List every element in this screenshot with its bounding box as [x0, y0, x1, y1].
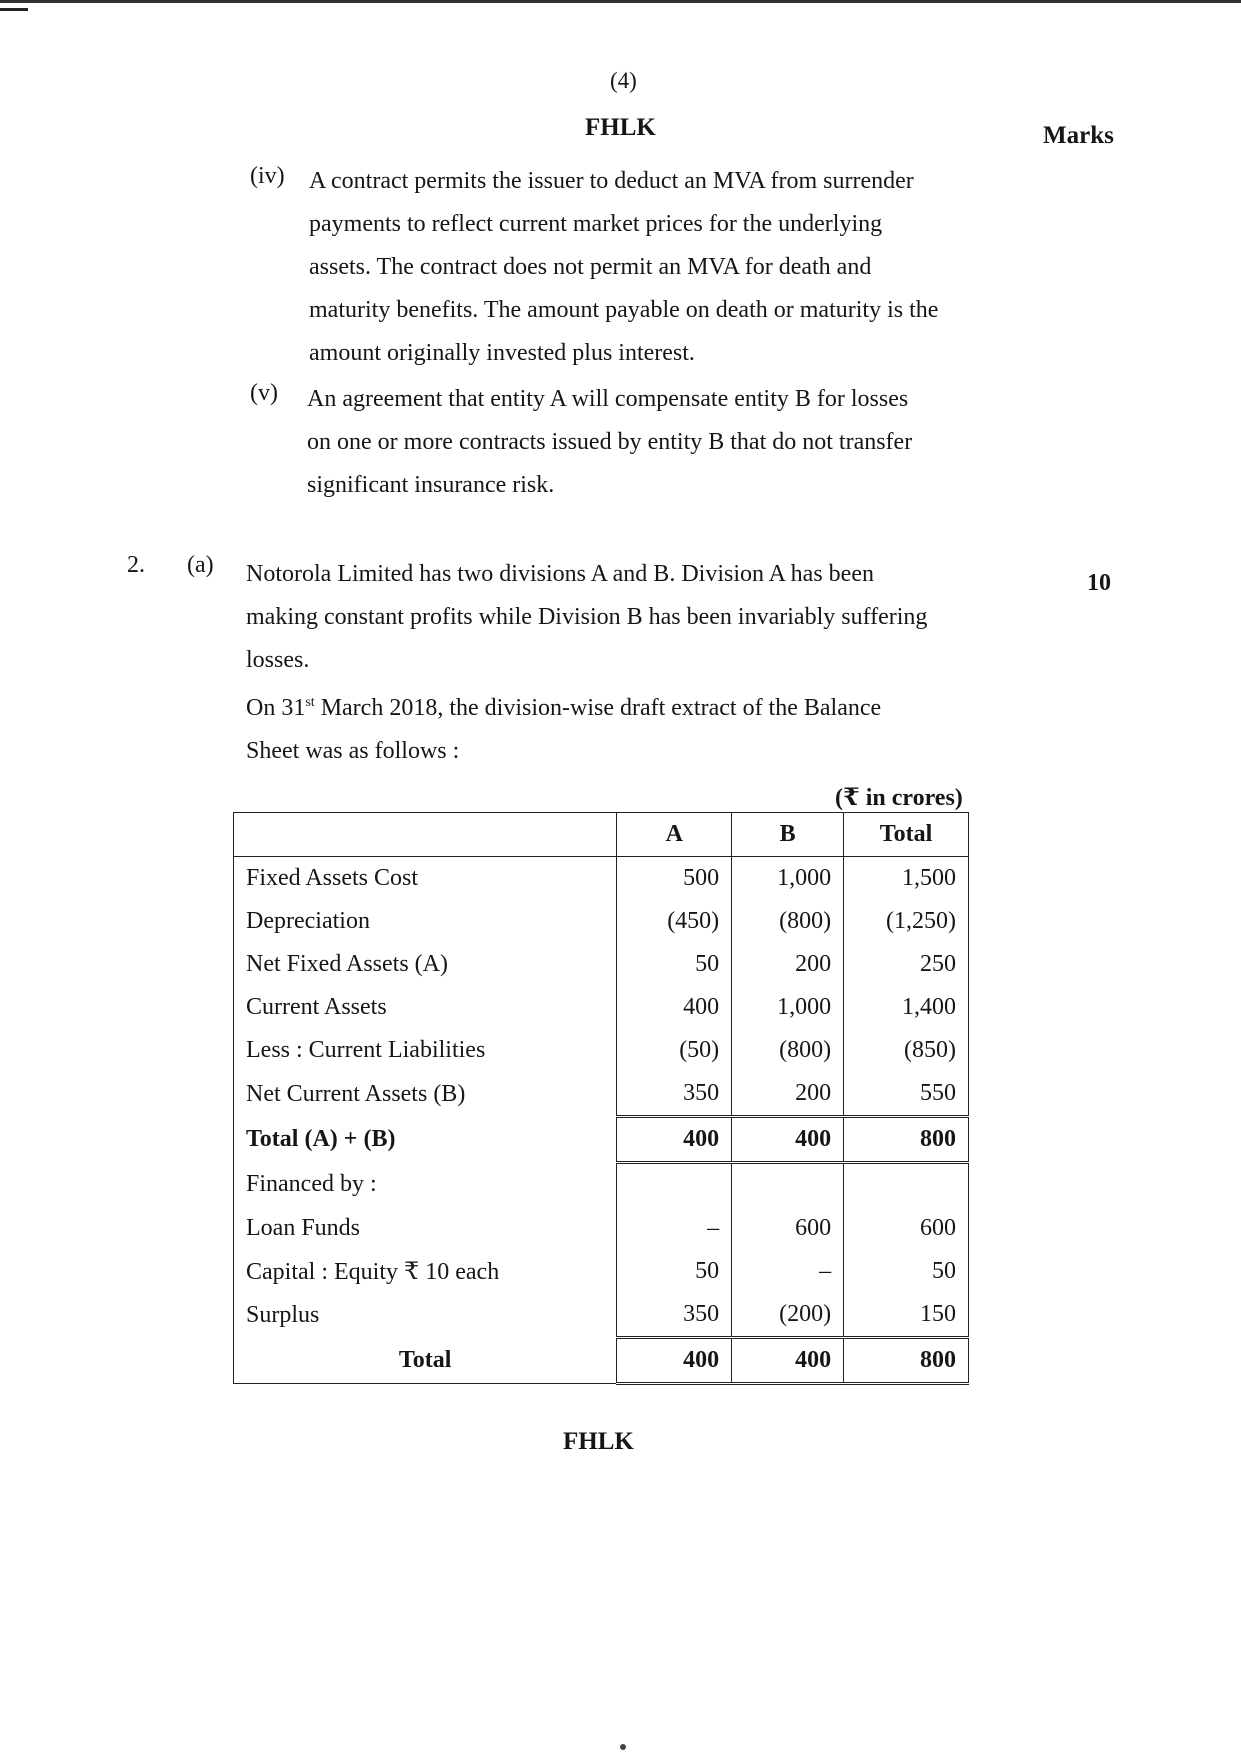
header-blank [234, 813, 617, 857]
question-paragraph-1 [246, 553, 1021, 682]
text-line: losses. [246, 647, 310, 673]
item-iv-text [309, 160, 1026, 375]
item-v-text [307, 378, 1024, 507]
corner-mark [0, 0, 28, 11]
text-line: payments to reflect current market prices for the underlying [309, 211, 883, 237]
table-row: Current Assets 400 1,000 1,400 [234, 986, 969, 1029]
table-row: Fixed Assets Cost 500 1,000 1,500 [234, 857, 969, 901]
header-division-a: A [617, 813, 732, 857]
text-line: assets. The contract does not permit an MVA for death and [309, 254, 872, 280]
item-label-v: (v) [250, 380, 278, 406]
table-row: Capital : Equity ₹ 10 each 50 – 50 [234, 1250, 969, 1293]
table-row: Financed by : [234, 1163, 969, 1208]
table-row: Net Fixed Assets (A) 50 200 250 [234, 943, 969, 986]
text-line: On 31st March 2018, the division-wise draft extract of the Balance [246, 695, 882, 721]
text-line: An agreement that entity A will compensate entity B for losses [307, 386, 909, 412]
table-row: Loan Funds – 600 600 [234, 1207, 969, 1250]
question-subpart: (a) [187, 552, 214, 578]
text-line: Notorola Limited has two divisions A and B. Division A has been [246, 561, 874, 587]
table-units: (₹ in crores) [835, 785, 963, 811]
text-line: on one or more contracts issued by entity B that do not transfer [307, 429, 913, 455]
table-row: Net Current Assets (B) 350 200 550 [234, 1072, 969, 1117]
table-row: Depreciation (450) (800) (1,250) [234, 900, 969, 943]
item-label-iv: (iv) [250, 163, 285, 189]
table-subtotal-row: Total (A) + (B) 400 400 800 [234, 1117, 969, 1163]
header-total: Total [844, 813, 969, 857]
table-row: Surplus 350 (200) 150 [234, 1293, 969, 1338]
question-paragraph-2 [246, 681, 1021, 773]
scan-dot [620, 1744, 626, 1750]
question-marks: 10 [1087, 570, 1111, 596]
text-line: A contract permits the issuer to deduct an MVA from surrender [309, 168, 914, 194]
header-division-b: B [732, 813, 844, 857]
text-line: significant insurance risk. [307, 472, 555, 498]
paper-code-bottom: FHLK [563, 1428, 634, 1455]
top-rule [0, 0, 1241, 3]
balance-sheet-table [233, 812, 969, 1385]
table-row: Less : Current Liabilities (50) (800) (850) [234, 1029, 969, 1072]
text-line: Sheet was as follows : [246, 738, 460, 764]
text-line: maturity benefits. The amount payable on death or maturity is the [309, 297, 939, 323]
page-number: (4) [610, 68, 637, 93]
table-header-row [234, 813, 969, 857]
table-total-row: Total 400 400 800 [234, 1338, 969, 1384]
text-line: amount originally invested plus interest. [309, 340, 695, 366]
text-line: making constant profits while Division B has been invariably suffering [246, 604, 928, 630]
paper-code-top: FHLK [585, 114, 656, 141]
marks-column-heading: Marks [1043, 122, 1114, 149]
question-number: 2. [127, 552, 145, 578]
